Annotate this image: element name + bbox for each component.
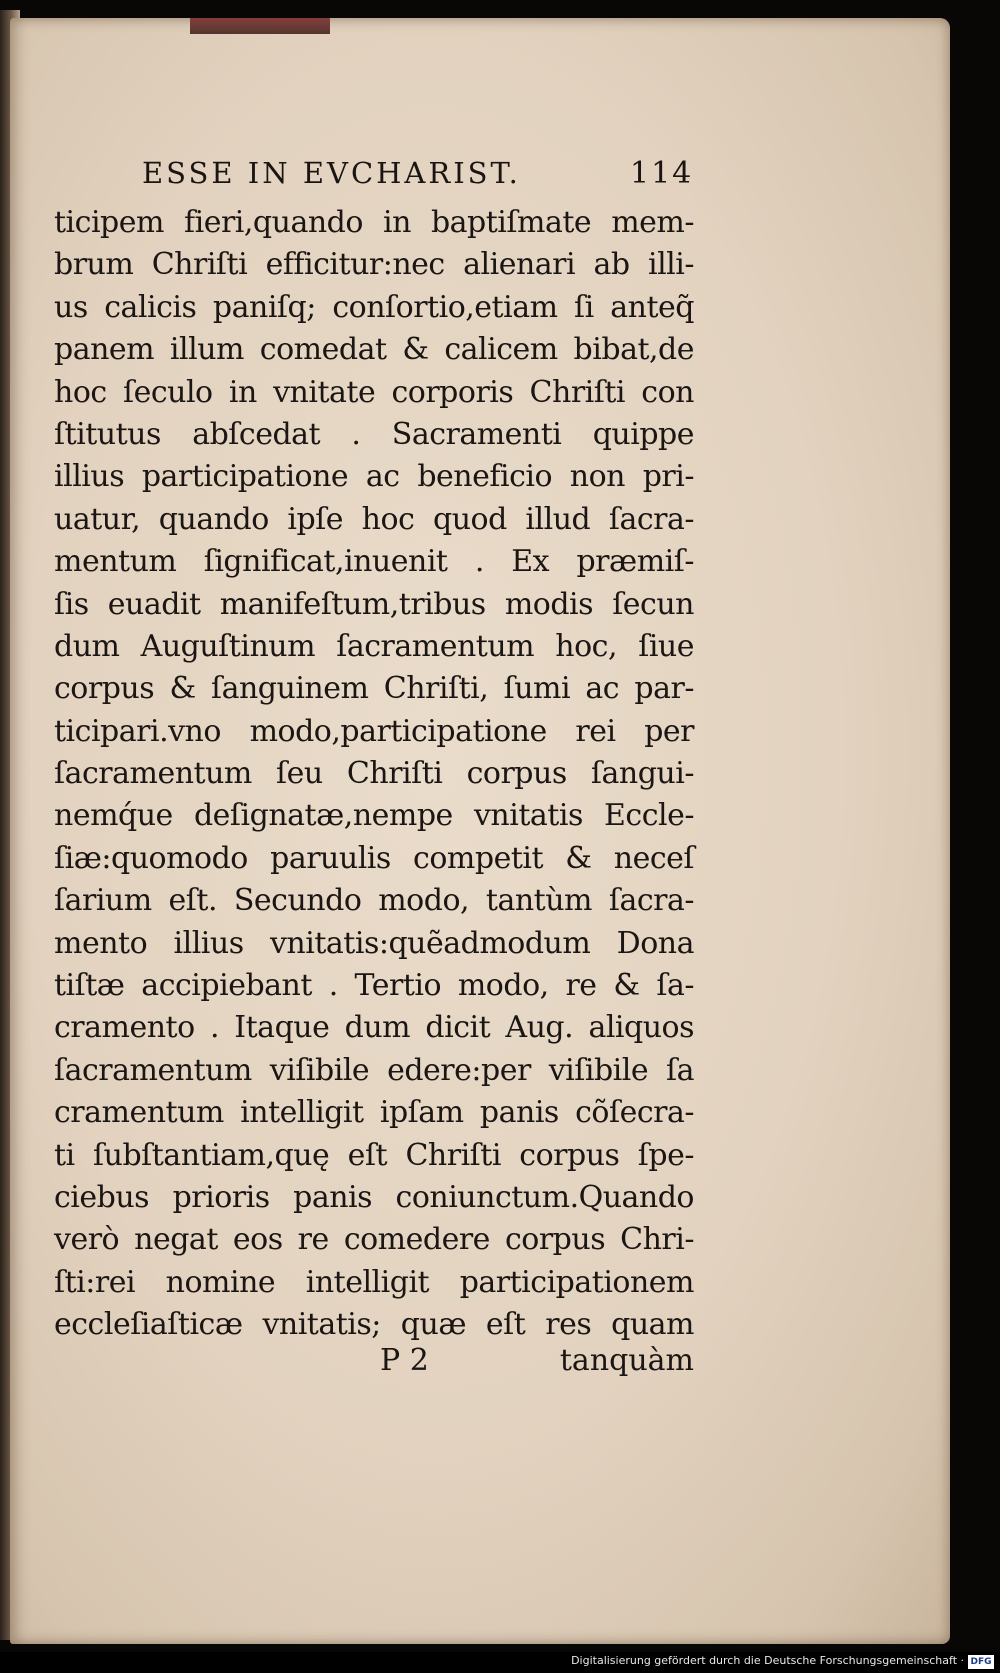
- text-line: ſtitutus abſcedat . Sacramenti quippe: [54, 416, 694, 452]
- text-line: ſti:rei nomine intelligit participationem: [54, 1264, 694, 1300]
- text-line: ſacramentum ſeu Chriſti corpus ſangui-: [54, 756, 694, 792]
- text-line: illius participatione ac beneficio non pri-: [54, 459, 694, 495]
- catchword: tanquàm: [559, 1343, 694, 1378]
- catchline: [54, 1343, 694, 1383]
- text-line: mentum ſignificat,inuenit . Ex præmiſ-: [54, 544, 694, 580]
- text-line: cramentum intelligit ipſam panis cõſecra-: [54, 1095, 694, 1131]
- dfg-logo: DFG: [968, 1655, 994, 1669]
- book-page: [10, 18, 950, 1644]
- text-line: ſis euadit manifeſtum,tribus modis ſecun: [54, 586, 694, 622]
- text-line: ticipem fieri,quando in baptiſmate mem-: [54, 205, 694, 240]
- text-line: ſiæ:quomodo paruulis competit & neceſ: [54, 840, 694, 876]
- text-line: cramento . Itaque dum dicit Aug. aliquos: [54, 1010, 694, 1046]
- text-line: eccleſiaſticæ vnitatis; quæ eſt res quam: [54, 1307, 694, 1343]
- signature-mark: P 2: [380, 1343, 429, 1378]
- text-line: dum Auguſtinum ſacramentum hoc, ſiue: [54, 628, 694, 664]
- text-line: corpus & ſanguinem Chriſti, ſumi ac par-: [54, 671, 694, 707]
- footer-bar: [0, 1652, 1000, 1673]
- funding-credit: Digitalisierung gefördert durch die Deutsche Forschungsgemeinschaft ·: [571, 1654, 964, 1667]
- text-line: ſarium eſt. Secundo modo, tantùm ſacra-: [54, 883, 694, 919]
- text-line: nemq́ue deſignatæ,nempe vnitatis Eccle-: [54, 798, 694, 834]
- running-head: [142, 156, 742, 196]
- text-line: ti ſubſtantiam,quę eſt Chriſti corpus ſpe-: [54, 1137, 694, 1173]
- running-head-title: ESSE IN EVCHARIST.: [142, 156, 521, 190]
- text-line: verò negat eos re comedere corpus Chri-: [54, 1222, 694, 1258]
- text-line: hoc ſeculo in vnitate corporis Chriſti con: [54, 374, 694, 410]
- top-edge-stain: [190, 18, 330, 34]
- text-line: mento illius vnitatis:quẽadmodum Dona: [54, 925, 694, 961]
- text-line: ciebus prioris panis coniunctum.Quando: [54, 1179, 694, 1215]
- text-line: tiſtæ accipiebant . Tertio modo, re & ſa-: [54, 968, 694, 1004]
- text-line: uatur, quando ipſe hoc quod illud ſacra-: [54, 501, 694, 537]
- text-line: ſacramentum viſibile edere:per viſibile ſa: [54, 1052, 694, 1088]
- folio-number: 114: [630, 156, 694, 191]
- text-line: brum Chriſti efficitur:nec alienari ab illi-: [54, 247, 694, 283]
- text-line: ticipari.vno modo,participatione rei per: [54, 713, 694, 749]
- text-line: us calicis paniſq; conſortio,etiam ſi anteq̃: [54, 289, 694, 325]
- body-text: [54, 202, 694, 1347]
- text-line: panem illum comedat & calicem bibat,de: [54, 332, 694, 368]
